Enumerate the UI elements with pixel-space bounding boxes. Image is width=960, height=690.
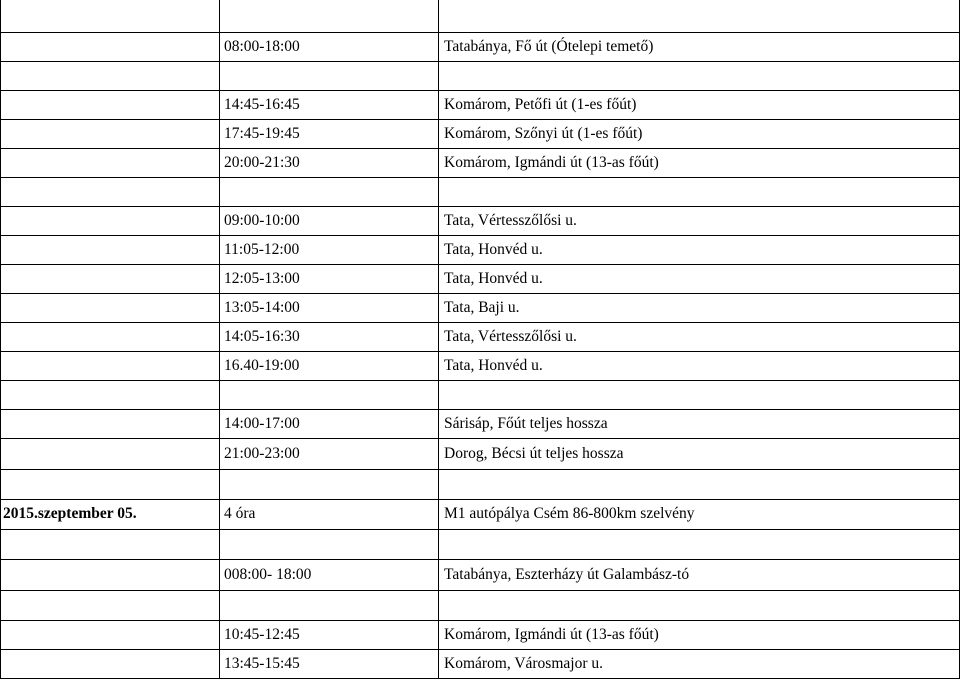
table-row: [0, 0, 960, 32]
location-cell: [444, 61, 956, 90]
location-cell: Tatabánya, Eszterházy út Galambász-tó: [444, 565, 690, 583]
date-cell: [3, 293, 215, 322]
grid-line: [0, 351, 960, 352]
location-cell: Komárom, Városmajor u.: [444, 654, 603, 672]
grid-line: [0, 409, 960, 410]
time-cell: 09:00-10:00: [224, 211, 300, 229]
table-row: [0, 235, 960, 264]
date-cell: [3, 529, 215, 559]
table-row: [0, 590, 960, 620]
location-cell: [444, 469, 956, 499]
location-cell: Komárom, Igmándi út (13-as főút): [444, 153, 659, 171]
time-cell: 17:45-19:45: [224, 124, 300, 142]
table-row: [0, 409, 960, 438]
grid-line: [219, 0, 220, 678]
grid-line: [0, 322, 960, 323]
date-cell: [3, 177, 215, 206]
location-cell: Komárom, Szőnyi út (1-es főút): [444, 124, 643, 142]
table-row: [0, 293, 960, 322]
date-cell: [3, 469, 215, 499]
table-row: [0, 620, 960, 649]
date-cell: [3, 61, 215, 90]
date-cell: [3, 206, 215, 235]
grid-line: [0, 499, 960, 500]
table-row: [0, 438, 960, 469]
time-cell: 10:45-12:45: [224, 625, 300, 643]
location-cell: Sárisáp, Főút teljes hossza: [444, 414, 608, 432]
location-cell: Tata, Vértesszőlősi u.: [444, 327, 577, 345]
grid-line: [0, 649, 960, 650]
date-cell: [3, 438, 215, 469]
time-cell: [224, 469, 434, 499]
table-row: [0, 499, 960, 529]
time-cell: 14:00-17:00: [224, 414, 300, 432]
location-cell: Tatabánya, Fő út (Ótelepi temető): [444, 37, 654, 55]
grid-line: [0, 469, 960, 470]
date-cell: [3, 148, 215, 177]
location-cell: M1 autópálya Csém 86-800km szelvény: [444, 505, 695, 522]
grid-line: [0, 32, 960, 33]
time-cell: [224, 177, 434, 206]
table-row: [0, 119, 960, 148]
date-cell: [3, 351, 215, 380]
time-cell: 21:00-23:00: [224, 444, 300, 462]
time-cell: 13:05-14:00: [224, 298, 300, 316]
time-cell: [224, 0, 434, 32]
table-row: [0, 529, 960, 559]
location-cell: [444, 0, 956, 32]
table-row: [0, 206, 960, 235]
grid-line: [0, 293, 960, 294]
time-cell: [224, 380, 434, 409]
location-cell: Dorog, Bécsi út teljes hossza: [444, 444, 624, 462]
location-cell: Tata, Honvéd u.: [444, 269, 543, 287]
time-cell: [224, 590, 434, 620]
date-cell: [3, 590, 215, 620]
date-cell: [3, 322, 215, 351]
grid-line: [0, 148, 960, 149]
grid-line: [0, 438, 960, 439]
location-cell: Tata, Baji u.: [444, 298, 520, 316]
location-cell: Tata, Honvéd u.: [444, 240, 543, 258]
time-cell: 16.40-19:00: [224, 356, 300, 374]
grid-line: [0, 620, 960, 621]
grid-line: [0, 235, 960, 236]
location-cell: [444, 590, 956, 620]
time-cell: 20:00-21:30: [224, 153, 300, 171]
time-cell: [224, 529, 434, 559]
date-cell: [3, 235, 215, 264]
date-cell: [3, 90, 215, 119]
grid-line: [0, 380, 960, 381]
table-row: [0, 351, 960, 380]
grid-line: [0, 0, 1, 678]
time-cell: [224, 61, 434, 90]
grid-line: [438, 0, 439, 678]
table-row: [0, 380, 960, 409]
date-cell: [3, 620, 215, 649]
grid-line: [0, 61, 960, 62]
time-cell: 14:05-16:30: [224, 327, 300, 345]
time-cell: 14:45-16:45: [224, 95, 300, 113]
date-cell: [3, 32, 215, 61]
location-cell: [444, 529, 956, 559]
location-cell: [444, 177, 956, 206]
grid-line: [0, 119, 960, 120]
location-cell: [444, 380, 956, 409]
date-cell: [3, 559, 215, 590]
grid-line: [0, 177, 960, 178]
table-row: [0, 469, 960, 499]
grid-line: [0, 206, 960, 207]
table-row: [0, 90, 960, 119]
date-cell: [3, 119, 215, 148]
time-cell: 4 óra: [224, 505, 256, 522]
location-cell: Tata, Vértesszőlősi u.: [444, 211, 577, 229]
date-cell: [3, 0, 215, 32]
location-cell: Tata, Honvéd u.: [444, 356, 543, 374]
table-row: [0, 322, 960, 351]
table-row: [0, 61, 960, 90]
table-row: [0, 264, 960, 293]
time-cell: 008:00- 18:00: [224, 565, 312, 583]
table-row: [0, 148, 960, 177]
time-cell: 12:05-13:00: [224, 269, 300, 287]
table-row: [0, 559, 960, 590]
date-cell: [3, 409, 215, 438]
table-row: [0, 649, 960, 678]
grid-line: [0, 590, 960, 591]
date-cell: 2015.szeptember 05.: [3, 505, 137, 522]
date-cell: [3, 264, 215, 293]
time-cell: 13:45-15:45: [224, 654, 300, 672]
location-cell: Komárom, Petőfi út (1-es főút): [444, 95, 637, 113]
table-row: [0, 32, 960, 61]
grid-line: [0, 90, 960, 91]
grid-line: [0, 678, 960, 679]
grid-line: [0, 559, 960, 560]
time-cell: 11:05-12:00: [224, 240, 300, 258]
grid-line: [0, 264, 960, 265]
date-cell: [3, 380, 215, 409]
grid-line: [0, 529, 960, 530]
date-cell: [3, 649, 215, 678]
location-cell: Komárom, Igmándi út (13-as főút): [444, 625, 659, 643]
table-row: [0, 177, 960, 206]
time-cell: 08:00-18:00: [224, 37, 300, 55]
